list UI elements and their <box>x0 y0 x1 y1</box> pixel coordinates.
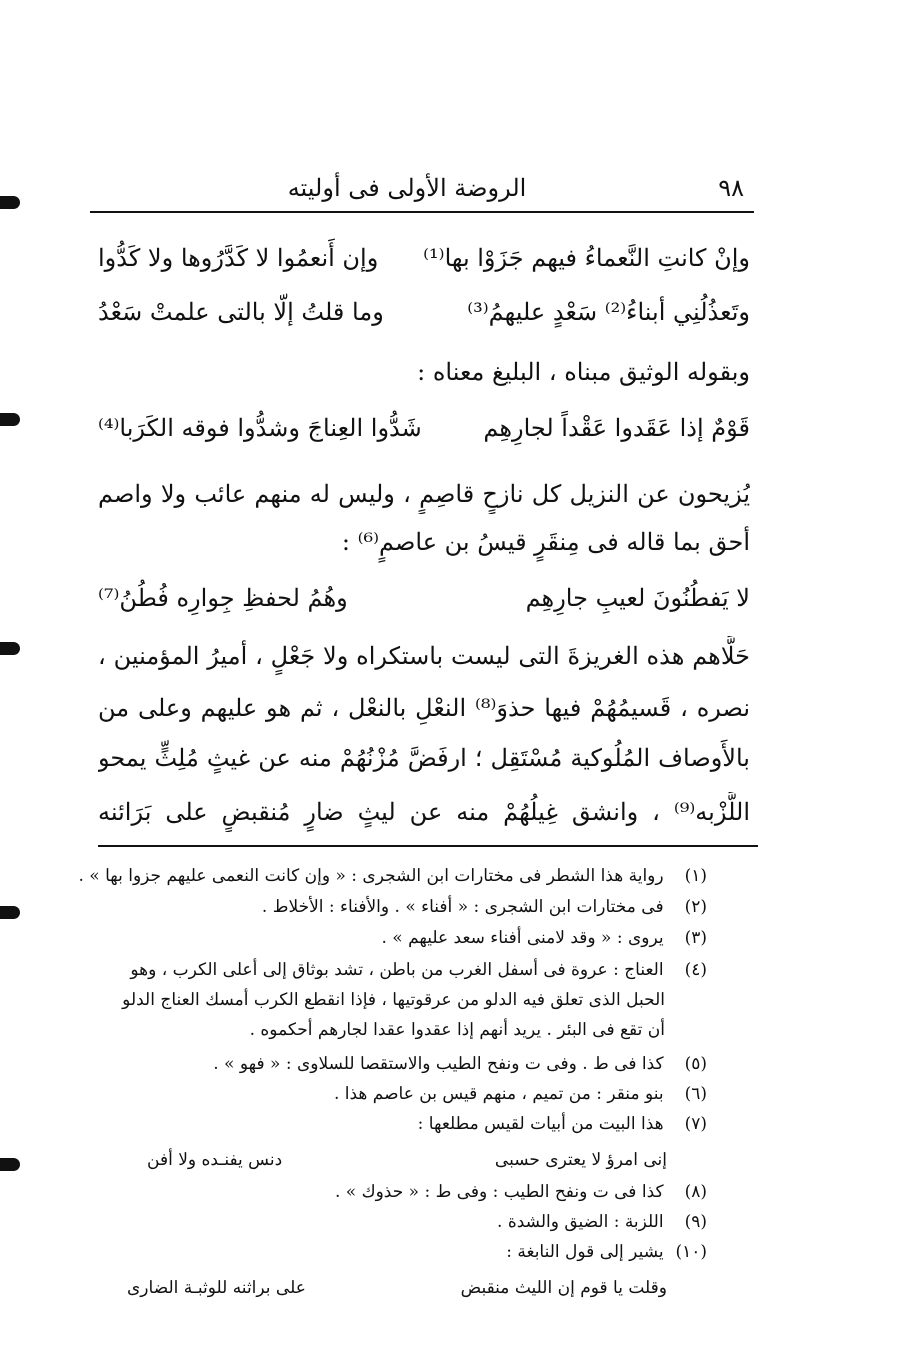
footnote <box>107 924 707 952</box>
footnote <box>107 1238 707 1266</box>
footnote-text: العناج : عروة فى أسفل الغرب من باطن ، تشد بوثاق إلى أعلى الكرب ، وهو <box>130 960 664 980</box>
footnote-number: (٣) <box>684 928 707 948</box>
verse-hemistich-first: إنى امرؤ لا يعترى حسبى <box>494 1150 667 1170</box>
footnote-continuation: الحبل الذى تعلق فيه الدلو من عرقوتيها ، فإذا انقطع الكرب أمسك العناج الدلو <box>122 990 665 1010</box>
verse-hemistich-second: على براثنه للوثبـة الضارى <box>127 1278 306 1298</box>
footnote <box>107 956 707 984</box>
footnote <box>78 862 707 890</box>
verse-hemistich-first: وقلت يا قوم إن الليث منقبض <box>460 1278 667 1298</box>
footnote-number: (١٠) <box>675 1242 707 1262</box>
footnote-continuation: أن تقع فى البئر . يريد أنهم إذا عقدوا عقدا لجارهم أحكموه . <box>249 1020 665 1040</box>
verse-hemistich-second: وهُمُ لحفظِ جِوارِه فُطُنُ⁽⁷⁾ <box>98 584 348 612</box>
footnote-text: رواية هذا الشطر فى مختارات ابن الشجرى : « وإن كانت النعمى عليهم جزوا بها » . <box>78 866 664 886</box>
scan-edge-mark <box>0 1158 20 1171</box>
footnote-number: (١) <box>684 866 707 886</box>
prose-line: أحق بما قاله فى مِنقَرٍ قيسُ بن عاصمٍ⁽⁶⁾ : <box>341 528 750 556</box>
footnote-number: (٤) <box>684 960 707 980</box>
footnote-number: (٨) <box>684 1182 707 1202</box>
footnote-text: هذا البيت من أبيات لقيس مطلعها : <box>417 1114 664 1134</box>
footnote <box>107 1050 707 1078</box>
footnote-verse <box>127 1274 667 1302</box>
page-header <box>92 172 752 208</box>
footnote-text: يشير إلى قول النابغة : <box>506 1242 664 1262</box>
footnote-text: فى مختارات ابن الشجرى : « أفناء » . والأفناء : الأخلاط . <box>261 897 664 917</box>
verse-hemistich-first: وتَعذُلُنِي أبناءُ⁽²⁾ سَعْدٍ عليهمُ⁽³⁾ <box>467 298 750 326</box>
verse-line <box>98 408 750 448</box>
verse-hemistich-second: دنس يفنـده ولا أفن <box>147 1150 283 1170</box>
scan-edge-mark <box>0 906 20 919</box>
footnote-number: (٦) <box>684 1084 707 1104</box>
verse-line <box>98 238 750 278</box>
footnote <box>107 1110 707 1138</box>
verse-hemistich-second: شَدُّوا العِناجَ وشدُّوا فوقه الكَرَبا⁽⁴⁾ <box>98 414 422 442</box>
verse-hemistich-first: لا يَفطُنُونَ لعيبِ جارِهِم <box>525 584 750 612</box>
verse-line <box>98 292 750 332</box>
prose-line: بالأَوصاف المُلُوكية مُسْتَقِل ؛ ارفَضَّ مُزْنُهُمْ منه عن غيثٍ مُلِثٍّ يمحو <box>98 744 750 772</box>
footnote-number: (٩) <box>684 1212 707 1232</box>
footnote-number: (٧) <box>684 1114 707 1134</box>
footnote-text: اللزبة : الضيق والشدة . <box>497 1212 664 1232</box>
page-number: ٩٨ <box>718 174 744 202</box>
verse-hemistich-first: وإنْ كانتِ النَّعماءُ فيهم جَزَوْا بها⁽¹⁾ <box>423 244 750 272</box>
prose-line: حَلَّاهم هذه الغريزةَ التى ليست باستكراه ولا جَعْلٍ ، أميرُ المؤمنين ، <box>98 642 750 670</box>
verse-hemistich-second: وإن أَنعمُوا لا كَدَّرُوها ولا كَدُّوا <box>98 244 379 272</box>
footnote-text: بنو منقر : من تميم ، منهم قيس بن عاصم هذا . <box>333 1084 664 1104</box>
footnote <box>107 1208 707 1236</box>
footnote-text: يروى : « وقد لامنى أفناء سعد عليهم » . <box>381 928 664 948</box>
header-rule <box>90 211 754 213</box>
prose-line: يُزيحون عن النزيل كل نازحٍ قاصِمٍ ، وليس له منهم عائب ولا واصم <box>98 480 750 508</box>
verse-line <box>98 578 750 618</box>
footnote-number: (٥) <box>684 1054 707 1074</box>
prose-line: وبقوله الوثيق مبناه ، البليغ معناه : <box>417 358 750 386</box>
running-title: الروضة الأولى فى أوليته <box>287 174 527 202</box>
footnote-text: كذا فى ط . وفى ت ونفح الطيب والاستقصا للسلاوى : « فهو » . <box>213 1054 664 1074</box>
footnote <box>107 893 707 921</box>
footnote-rule <box>98 845 758 847</box>
prose-line: اللَّزْبه⁽⁹⁾ ، وانشق غِيلُهُمْ منه عن ليثٍ ضارٍ مُنقبضٍ على بَرَائنه <box>98 798 750 826</box>
footnote-number: (٢) <box>684 897 707 917</box>
verse-hemistich-second: وما قلتُ إلّا بالتى علمتْ سَعْدُ <box>98 298 384 326</box>
footnote-verse <box>147 1146 667 1174</box>
verse-hemistich-first: قَوْمٌ إذا عَقَدوا عَقْداً لجارِهِم <box>483 414 750 442</box>
scan-edge-mark <box>0 413 20 426</box>
footnote <box>107 1178 707 1206</box>
footnote <box>107 1080 707 1108</box>
scan-edge-mark <box>0 196 20 209</box>
scan-edge-mark <box>0 642 20 655</box>
prose-line: نصره ، قَسيمُهُمْ فيها حذوَ⁽⁸⁾ النعْلِ بالنعْل ، ثم هو عليهم وعلى من <box>98 694 750 722</box>
footnote-text: كذا فى ت ونفح الطيب : وفى ط : « حذوك » . <box>334 1182 664 1202</box>
